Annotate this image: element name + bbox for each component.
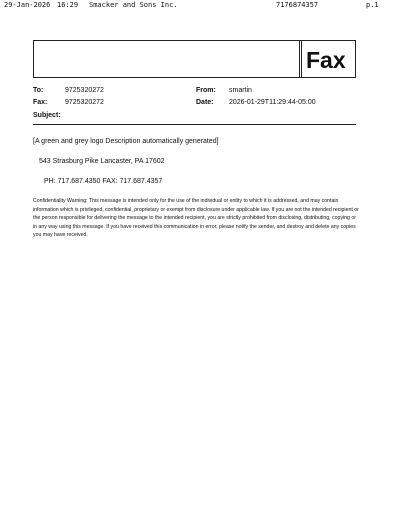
fax-header-number: 7176874357 <box>276 1 319 9</box>
confidentiality-warning: Confidentiality Warning: This message is intended only for the use of the individual or entity to which it is addressed, and may contain information which is privileged, confidential, proprietary or exempt from disclosure under applicable law. If you are not the intended recipient or the person responsible for delivering the message to the intended recipient, you are strictly prohibited from disclosing, distributing, copying or in any way using this message. If you have received this communication in error, please notify the sender, and destroy and delete any copies you may have received. <box>33 198 359 238</box>
to-label: To: <box>33 87 44 94</box>
logo-alt-text: [A green and grey logo Description automatically generated] <box>33 138 219 145</box>
fax-header-sender: Smacker and Sons Inc. <box>89 1 178 9</box>
title-box <box>33 40 356 78</box>
from-label: From: <box>196 87 216 94</box>
fax-label: Fax: <box>33 99 48 106</box>
fax-header-date: 29-Jan-2026 <box>4 1 51 9</box>
to-value: 9725320272 <box>65 87 104 94</box>
title-box-divider <box>299 41 302 77</box>
subject-label: Subject: <box>33 112 61 119</box>
page-title: Fax <box>306 47 346 73</box>
date-label: Date: <box>196 99 214 106</box>
fax-header-time: 16:29 <box>57 1 79 9</box>
date-value: 2026-01-29T11:29:44-05:00 <box>229 99 316 106</box>
fax-header-page: p.1 <box>366 1 379 9</box>
fax-transmission-header <box>4 0 396 10</box>
from-value: smartin <box>229 87 252 94</box>
company-address: 543 Strasburg Pike Lancaster, PA 17602 <box>39 158 165 165</box>
header-divider <box>33 124 356 125</box>
fax-value: 9725320272 <box>65 99 104 106</box>
company-phones: PH: 717.687.4350 FAX: 717.687.4357 <box>44 178 163 185</box>
